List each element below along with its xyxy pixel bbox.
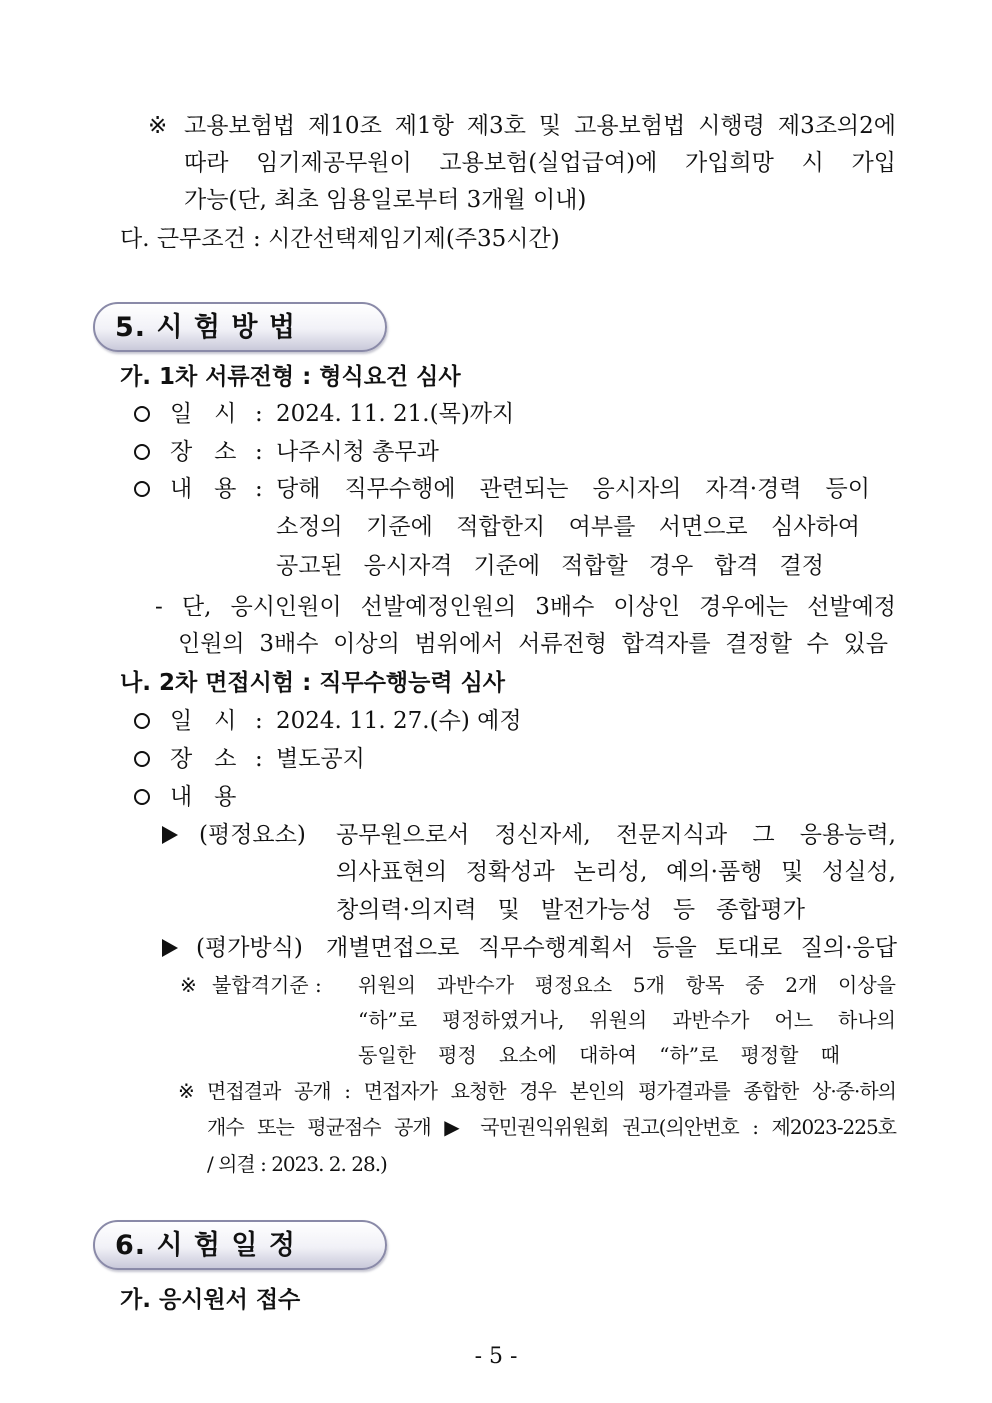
circle-bullet-icon <box>134 706 150 736</box>
stage-1-note-line-2: 인원의 3배수 이상의 범위에서 서류전형 합격자를 결정할 수 있음 <box>178 631 888 657</box>
work-condition: 다. 근무조건 : 시간선택제임기제(주35시간) <box>120 226 560 252</box>
fail-criteria-label: 불합격기준 : <box>212 973 322 997</box>
content-continuation-1: 소정의 기준에 적합한지 여부를 서면으로 심사하여 <box>276 514 860 540</box>
item-value: 당해 직무수행에 관련되는 응시자의 자격·경력 등이 <box>276 476 870 502</box>
item-value: 별도공지 <box>276 746 365 772</box>
item-sep: : <box>255 401 263 427</box>
content-continuation-2: 공고된 응시자격 기준에 적합할 경우 합격 결정 <box>276 553 824 579</box>
section-5-header <box>93 302 387 352</box>
application-title: 가. 응시원서 접수 <box>120 1287 301 1313</box>
item-key: 일 시 <box>170 708 237 734</box>
stage-1-note-line-1: - 단, 응시인원이 선발예정인원의 3배수 이상인 경우에는 선발예정 <box>155 594 896 620</box>
disclosure-line-2: 개수 또는 평균점수 공개 ▶ 국민권익위원회 권고(의안번호 : 제2023-225호 <box>207 1115 896 1139</box>
item-sep: : <box>255 746 263 772</box>
item-value: 2024. 11. 21.(목)까지 <box>276 401 515 427</box>
fail-criteria-line-1: 위원의 과반수가 평정요소 5개 항목 중 2개 이상을 <box>358 973 896 997</box>
section-5-title: 5. 시 험 방 법 <box>115 312 296 343</box>
item-key: 내 용 <box>170 476 237 502</box>
item-sep: : <box>255 708 263 734</box>
page-number: - 5 - <box>474 1344 518 1369</box>
item-sep: : <box>255 439 263 465</box>
item-key: 일 시 <box>170 401 237 427</box>
fail-criteria-line-2: “하”로 평정하였거나, 위원의 과반수가 어느 하나의 <box>358 1008 896 1032</box>
eval-method-label: (평가방식) <box>196 935 303 961</box>
item-key: 내 용 <box>170 784 237 810</box>
note-line-2: 따라 임기제공무원이 고용보험(실업급여)에 가입희망 시 가입 <box>184 150 896 176</box>
reference-mark: ※ <box>148 113 168 139</box>
section-6-title: 6. 시 험 일 정 <box>115 1230 296 1261</box>
eval-elements-line-1: 공무원으로서 정신자세, 전문지식과 그 응용능력, <box>336 822 896 848</box>
note-line-1: 고용보험법 제10조 제1항 제3호 및 고용보험법 시행령 제3조의2에 <box>184 113 896 139</box>
item-sep: : <box>255 476 263 502</box>
eval-method-text: 개별면접으로 직무수행계획서 등을 토대로 질의·응답 <box>326 935 897 961</box>
circle-bullet-icon <box>134 399 150 429</box>
disclosure-line-3: / 의결 : 2023. 2. 28.) <box>207 1152 387 1176</box>
reference-mark: ※ <box>180 973 197 997</box>
eval-elements-line-3: 창의력·의지력 및 발전가능성 등 종합평가 <box>336 897 805 923</box>
item-value: 나주시청 총무과 <box>276 439 439 465</box>
item-key: 장 소 <box>170 746 237 772</box>
circle-bullet-icon <box>134 744 150 774</box>
eval-elements-line-2: 의사표현의 정확성과 논리성, 예의·품행 및 성실성, <box>336 859 896 885</box>
item-key: 장 소 <box>170 439 237 465</box>
triangle-bullet-icon <box>162 933 178 963</box>
stage-2-title: 나. 2차 면접시험 : 직무수행능력 심사 <box>120 670 506 696</box>
note-line-3: 가능(단, 최초 임용일로부터 3개월 이내) <box>184 187 587 213</box>
item-value: 2024. 11. 27.(수) 예정 <box>276 708 522 734</box>
circle-bullet-icon <box>134 474 150 504</box>
circle-bullet-icon <box>134 782 150 812</box>
circle-bullet-icon <box>134 437 150 467</box>
section-6-header <box>93 1220 387 1270</box>
triangle-bullet-icon <box>162 820 178 850</box>
stage-1-title: 가. 1차 서류전형 : 형식요건 심사 <box>120 364 461 390</box>
eval-elements-label: (평정요소) <box>199 822 306 848</box>
fail-criteria-line-3: 동일한 평정 요소에 대하여 “하”로 평정할 때 <box>358 1043 840 1067</box>
disclosure-line-1: 면접결과 공개 : 면접자가 요청한 경우 본인의 평가결과를 종합한 상·중·하의 <box>207 1079 896 1103</box>
reference-mark: ※ <box>178 1079 195 1103</box>
